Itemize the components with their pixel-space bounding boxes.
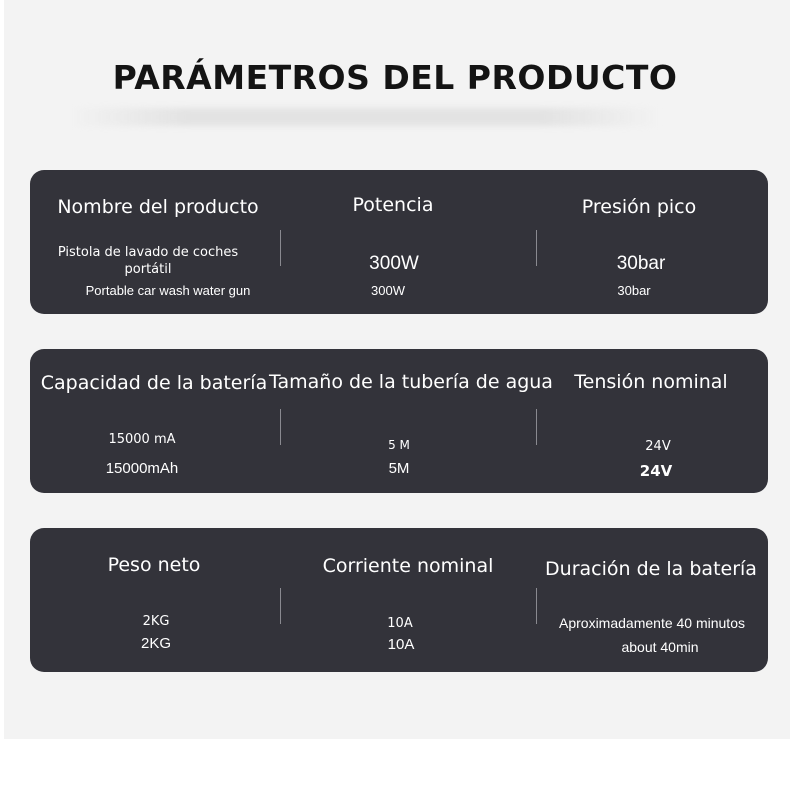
spec-card-1 — [30, 170, 768, 314]
spec-value-battery-life-es: Aproximadamente 40 minutos — [559, 615, 745, 631]
spec-label-power: Potencia — [352, 194, 434, 216]
spec-card-2 — [30, 349, 768, 493]
spec-value-battery-capacity-es: 15000 mA — [108, 432, 176, 447]
spec-value-rated-current-en: 10A — [387, 636, 415, 653]
spec-label-rated-current: Corriente nominal — [322, 555, 494, 577]
spec-value-power-es: 300W — [369, 253, 419, 274]
column-divider — [280, 230, 281, 266]
spec-label-rated-voltage: Tensión nominal — [574, 371, 728, 393]
spec-card-3 — [30, 528, 768, 672]
spec-value-battery-capacity-en: 15000mAh — [105, 460, 179, 477]
spec-value-rated-voltage-es: 24V — [645, 439, 671, 454]
column-divider — [280, 409, 281, 445]
spec-value-net-weight-es: 2KG — [142, 614, 170, 629]
spec-value-peak-pressure-en: 30bar — [617, 283, 651, 298]
page-title: PARÁMETROS DEL PRODUCTO — [112, 58, 678, 97]
column-divider — [280, 588, 281, 624]
spec-label-hose-length: Tamaño de la tubería de agua — [269, 371, 553, 393]
title-shadow — [70, 108, 660, 126]
spec-value-battery-life-en: about 40min — [621, 639, 699, 655]
spec-label-peak-pressure: Presión pico — [581, 196, 697, 218]
spec-value-rated-voltage-en: 24V — [639, 462, 673, 480]
spec-value-product-name-es: Pistola de lavado de coches portátil — [57, 245, 239, 277]
spec-label-product-name: Nombre del producto — [57, 196, 259, 218]
spec-label-battery-capacity: Capacidad de la batería — [40, 372, 268, 394]
spec-value-hose-length-es: 5 M — [388, 438, 410, 452]
spec-value-rated-current-es: 10A — [387, 616, 413, 631]
spec-value-power-en: 300W — [371, 283, 405, 298]
spec-value-hose-length-en: 5M — [388, 460, 410, 477]
column-divider — [536, 409, 537, 445]
spec-value-net-weight-en: 2KG — [140, 635, 172, 652]
column-divider — [536, 230, 537, 266]
spec-value-product-name-en: Portable car wash water gun — [85, 283, 251, 298]
spec-label-battery-life: Duración de la batería — [545, 558, 757, 580]
spec-value-peak-pressure-es: 30bar — [616, 253, 666, 274]
column-divider — [536, 588, 537, 624]
spec-label-net-weight: Peso neto — [107, 554, 201, 576]
